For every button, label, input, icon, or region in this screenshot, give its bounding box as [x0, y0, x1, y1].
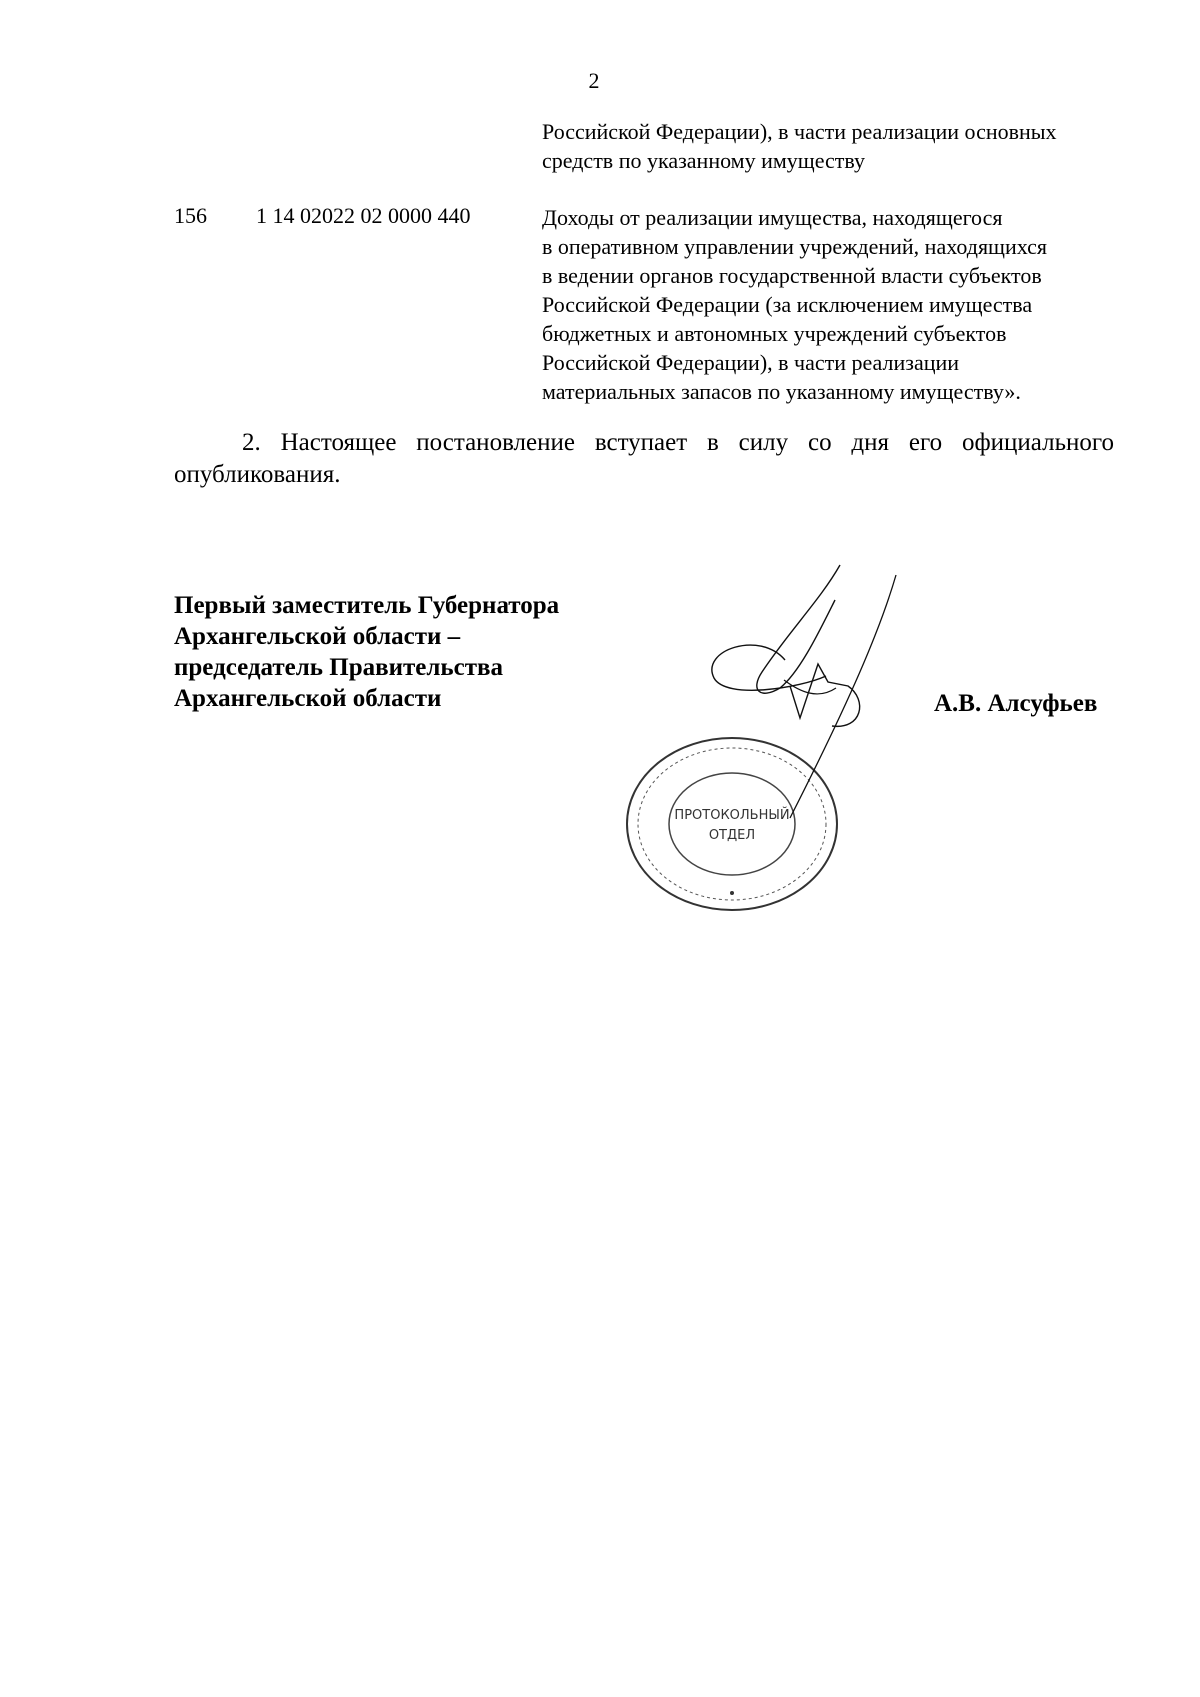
table-continuation-text: Российской Федерации), в части реализации основных средств по указанному имуществу — [542, 119, 1057, 173]
table-row-description: Доходы от реализации имущества, находящегося в оперативном управлении учреждений, находящихся в ведении органов государственной власти субъектов Российской Федерации (за исключением имущества бюджетных и автономных учреждений субъектов Российской Федерации), в части реализации материальных запасов по указанному имуществу». — [542, 205, 1048, 404]
signatory-name: А.В. Алсуфьев — [934, 690, 1098, 717]
page-number: 2 — [588, 68, 600, 93]
stamp-center-text-2: ОТДЕЛ — [708, 828, 756, 843]
table-row-number: 156 — [174, 203, 207, 228]
paragraph-2: 2. Настоящее постановление вступает в силу со дня его официального опубликования. — [174, 429, 1114, 488]
stamp-center-text-1: ПРОТОКОЛЬНЫЙ — [674, 808, 790, 823]
table-row-code: 1 14 02022 02 0000 440 — [256, 203, 471, 228]
signatory-title: Первый заместитель Губернатора Архангельской области – председатель Правительства Архангельской области — [174, 592, 560, 712]
handwritten-signature — [700, 560, 900, 820]
